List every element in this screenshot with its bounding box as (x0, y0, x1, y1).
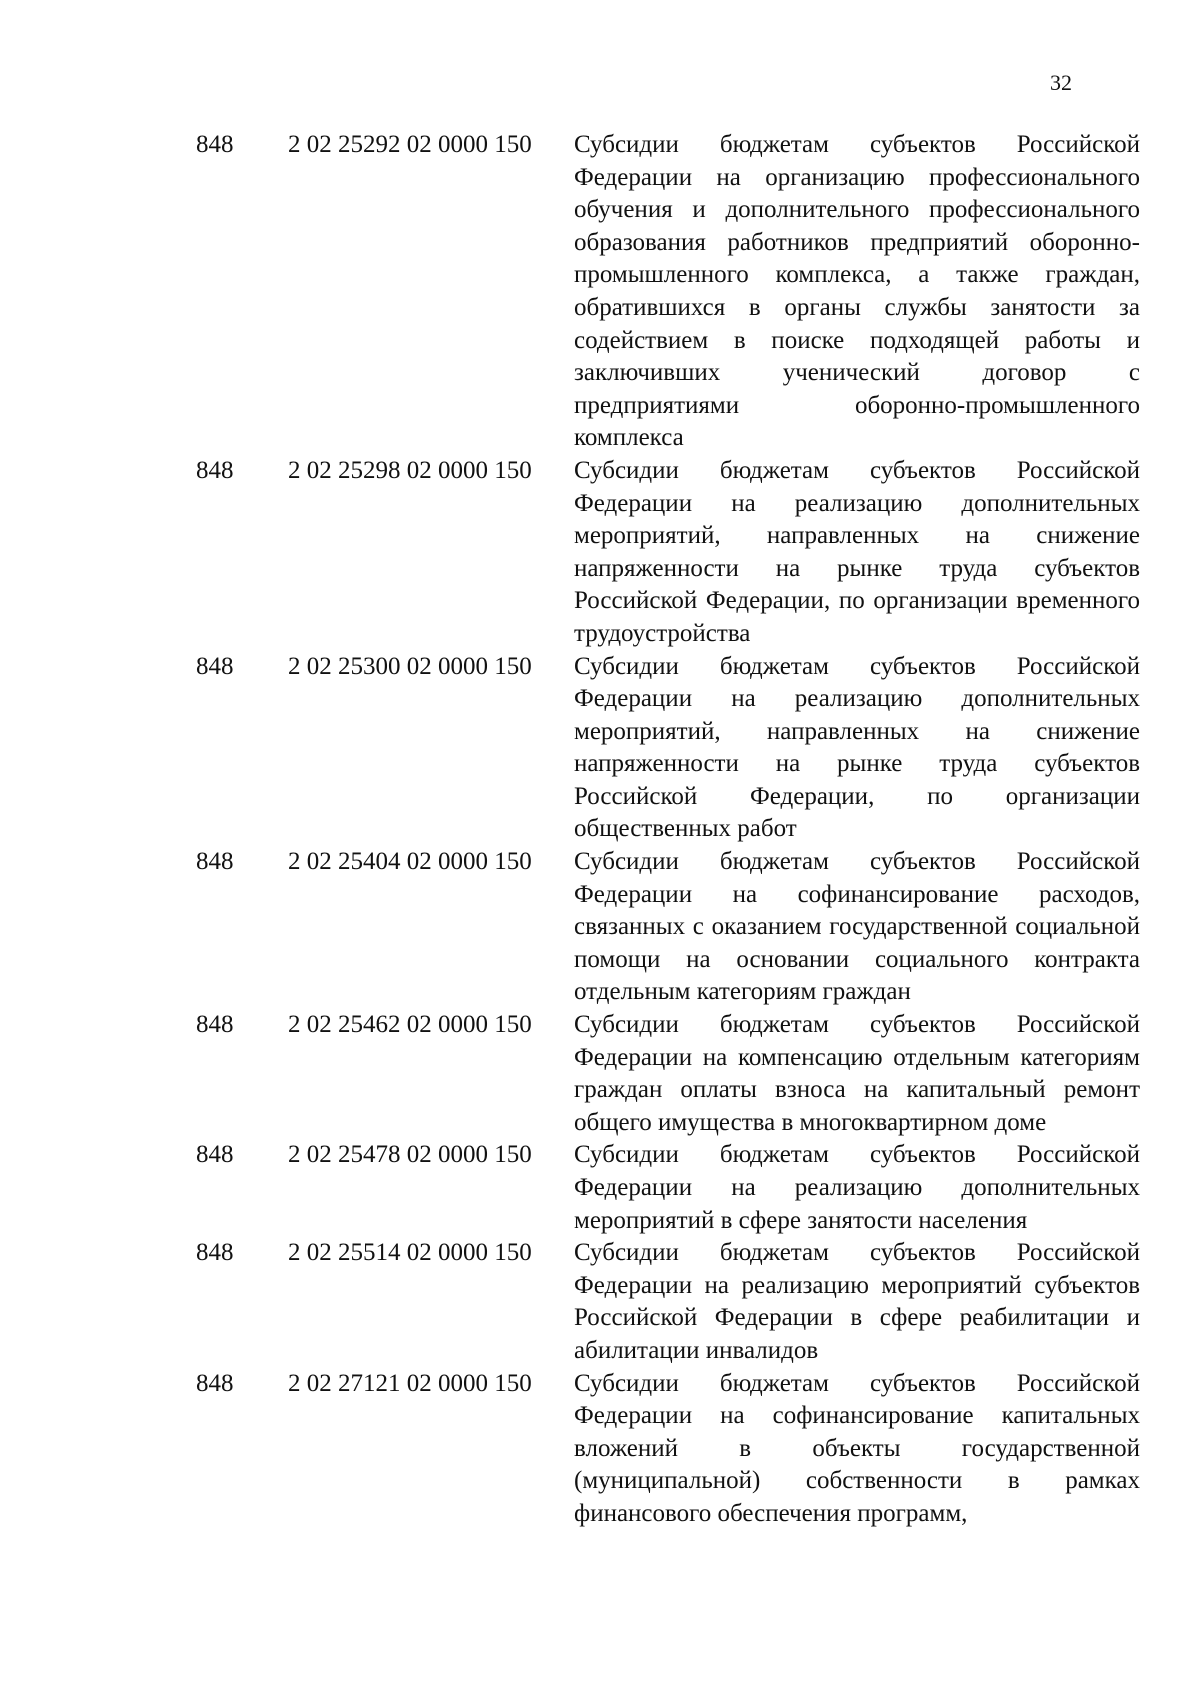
administrator-code: 848 (196, 652, 234, 680)
budget-classification-code: 2 02 25514 02 0000 150 (288, 1239, 532, 1267)
table-row (196, 455, 1146, 651)
revenue-description: Субсидии бюджетам субъектов Российской Федерации на реализацию дополнительных мероприятий, направленных на снижение напряженности на рынке труда субъектов Российской Федерации, по организации общественных работ (574, 652, 1140, 843)
table-row (196, 1009, 1146, 1139)
administrator-code: 848 (196, 456, 234, 484)
budget-classification-code: 2 02 25300 02 0000 150 (288, 652, 532, 680)
budget-classification-code: 2 02 25478 02 0000 150 (288, 1141, 532, 1169)
administrator-code: 848 (196, 848, 234, 876)
revenue-description: Субсидии бюджетам субъектов Российской Федерации на компенсацию отдельным категориям граждан оплаты взноса на капитальный ремонт общего имущества в многоквартирном доме (574, 1011, 1140, 1136)
budget-classification-code: 2 02 25298 02 0000 150 (288, 456, 532, 484)
administrator-code: 848 (196, 1141, 234, 1169)
table-row (196, 651, 1146, 847)
revenue-description: Субсидии бюджетам субъектов Российской Федерации на реализацию дополнительных мероприятий, направленных на снижение напряженности на рынке труда субъектов Российской Федерации, по организации временного трудоустройства (574, 456, 1140, 647)
table-row (196, 1139, 1146, 1237)
revenue-description: Субсидии бюджетам субъектов Российской Федерации на реализацию дополнительных мероприятий в сфере занятости населения (574, 1141, 1140, 1234)
administrator-code: 848 (196, 131, 234, 158)
revenue-description: Субсидии бюджетам субъектов Российской Федерации на софинансирование капитальных вложений в объекты государственной (муниципальной) собственности в рамках финансового обеспечения программ, (574, 1369, 1140, 1527)
page-number: 32 (1050, 70, 1072, 95)
budget-classification-code: 2 02 25404 02 0000 150 (288, 848, 532, 876)
table-row (196, 1368, 1146, 1531)
revenue-description: Субсидии бюджетам субъектов Российской Федерации на софинансирование расходов, связанных с оказанием государственной социальной помощи на основании социального контракта отдельным категориям граждан (574, 848, 1140, 1006)
table-row (196, 846, 1146, 1009)
budget-classification-code: 2 02 25462 02 0000 150 (288, 1011, 532, 1039)
budget-classification-code: 2 02 27121 02 0000 150 (288, 1369, 532, 1397)
administrator-code: 848 (196, 1369, 234, 1397)
budget-classification-code: 2 02 25292 02 0000 150 (288, 131, 532, 158)
revenue-description: Субсидии бюджетам субъектов Российской Федерации на реализацию мероприятий субъектов Российской Федерации в сфере реабилитации и абилитации инвалидов (574, 1239, 1140, 1364)
table-row (196, 1237, 1146, 1367)
administrator-code: 848 (196, 1239, 234, 1267)
revenue-description: Субсидии бюджетам субъектов Российской Федерации на организацию профессионального обучения и дополнительного профессионального образования работников предприятий оборонно-промышленного комплекса, а также граждан, обратившихся в органы службы занятости за содействием в поиске подходящей работы и заключивших ученический договор с предприятиями оборонно-промышленного комплекса (574, 131, 1140, 452)
table-row (196, 129, 1146, 455)
administrator-code: 848 (196, 1011, 234, 1039)
budget-code-table (196, 129, 1146, 1531)
